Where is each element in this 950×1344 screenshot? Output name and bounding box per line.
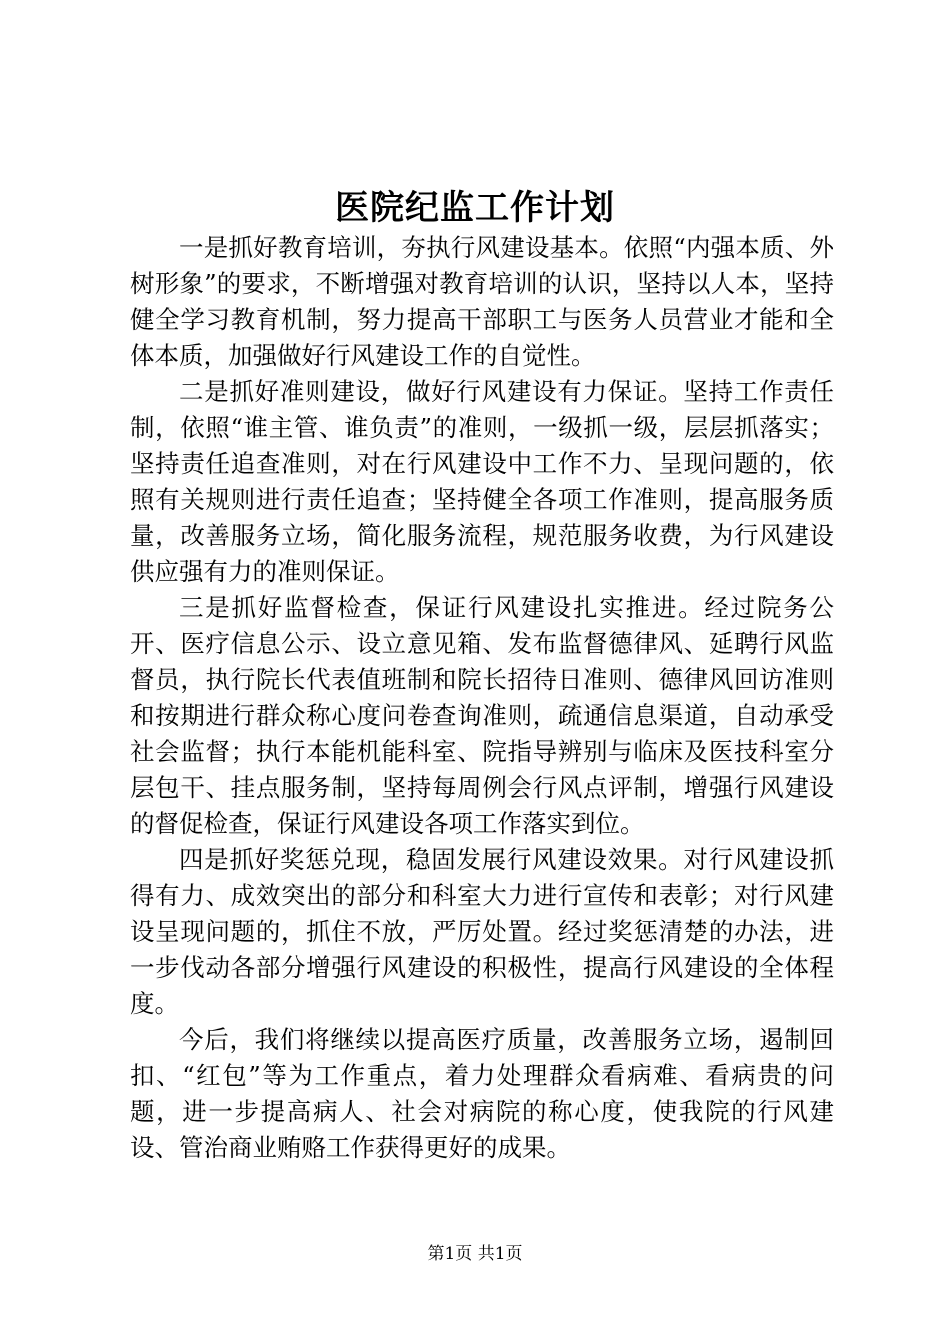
paragraph-2: 二是抓好准则建设，做好行风建设有力保证。坚持工作责任制，依照“谁主管、谁负责”的准则，一级抓一级，层层抓落实；坚持责任追查准则，对在行风建设中工作不力、呈现问题的，依照有关规则进行责任追查；坚持健全各项工作准则，提高服务质量，改善服务立场，简化服务流程，规范服务收费，为行风建设供应强有力的准则保证。 [130, 377, 834, 586]
paragraph-1: 一是抓好教育培训，夯执行风建设基本。依照“内强本质、外树形象”的要求，不断增强对教育培训的认识，坚持以人本，坚持健全学习教育机制，努力提高干部职工与医务人员营业才能和全体本质，加强做好行风建设工作的自觉性。 [130, 233, 834, 370]
page-number-footer: 第1页 共1页 [427, 1244, 523, 1264]
paragraph-5: 今后，我们将继续以提高医疗质量，改善服务立场，遏制回扣、“红包”等为工作重点，着力处理群众看病难、看病贵的问题，进一步提高病人、社会对病院的称心度，使我院的行风建设、管治商业贿赂工作获得更好的成果。 [130, 1025, 834, 1162]
paragraph-3: 三是抓好监督检查，保证行风建设扎实推进。经过院务公开、医疗信息公示、设立意见箱、发布监督德律风、延聘行风监督员，执行院长代表值班制和院长招待日准则、德律风回访准则和按期进行群众称心度问卷查询准则，疏通信息渠道，自动承受社会监督；执行本能机能科室、院指导辨别与临床及医技科室分层包干、挂点服务制，坚持每周例会行风点评制，增强行风建设的督促检查，保证行风建设各项工作落实到位。 [130, 593, 834, 838]
document-body [130, 230, 834, 1166]
document-title: 医院纪监工作计划 [335, 188, 615, 228]
paragraph-4: 四是抓好奖惩兑现，稳固发展行风建设效果。对行风建设抓得有力、成效突出的部分和科室大力进行宣传和表彰；对行风建设呈现问题的，抓住不放，严厉处置。经过奖惩清楚的办法，进一步伐动各部分增强行风建设的积极性，提高行风建设的全体程度。 [130, 845, 834, 1018]
